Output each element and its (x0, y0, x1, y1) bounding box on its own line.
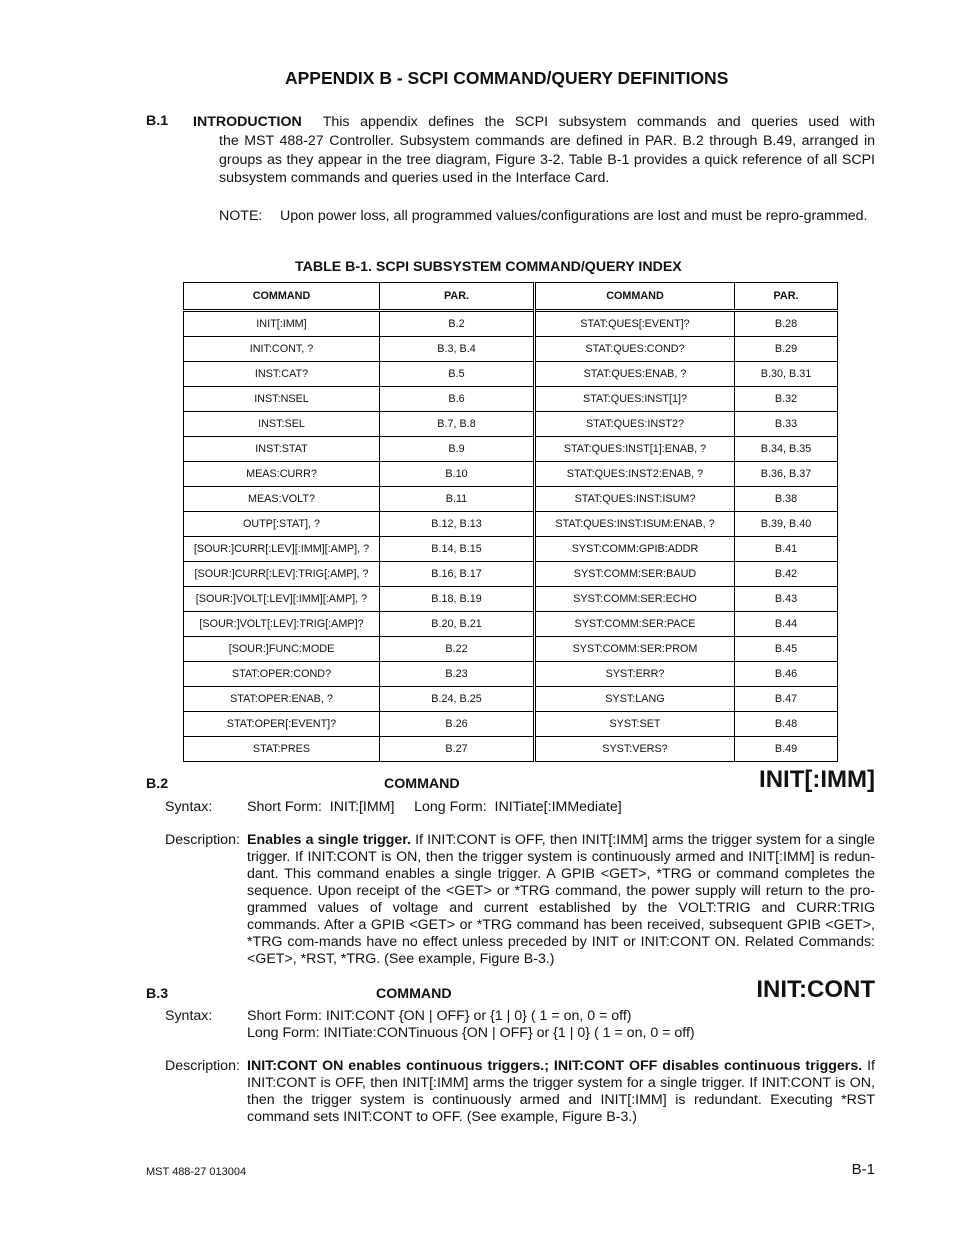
table-header-cell: PAR. (735, 283, 838, 311)
table-cell: INST:CAT? (184, 362, 380, 387)
table-cell: B.47 (735, 687, 838, 712)
table-cell: B.28 (735, 311, 838, 337)
page-title: APPENDIX B - SCPI COMMAND/QUERY DEFINITIONS (285, 68, 729, 88)
table-cell: INIT[:IMM] (184, 311, 380, 337)
table-cell: B.48 (735, 712, 838, 737)
syntax-text: Short Form: INIT:[IMM] Long Form: INITiate[:IMMediate] (247, 799, 622, 815)
table-row (184, 362, 838, 387)
table-cell: B.44 (735, 612, 838, 637)
table-row (184, 712, 838, 737)
table-cell: B.14, B.15 (380, 537, 535, 562)
table-cell: STAT:QUES:ENAB, ? (535, 362, 735, 387)
table-cell: INIT:CONT, ? (184, 337, 380, 362)
table-cell: SYST:ERR? (535, 662, 735, 687)
table-cell: SYST:COMM:SER:PACE (535, 612, 735, 637)
intro-first-line (193, 113, 875, 132)
description-text (247, 832, 875, 968)
table-cell: B.26 (380, 712, 535, 737)
table-row (184, 587, 838, 612)
note-label: NOTE: (219, 208, 263, 224)
table-cell: INST:STAT (184, 437, 380, 462)
table-cell: SYST:COMM:SER:ECHO (535, 587, 735, 612)
command-name: INIT[:IMM] (759, 766, 875, 793)
table-cell: B.29 (735, 337, 838, 362)
table-row (184, 311, 838, 337)
table-row (184, 737, 838, 762)
description-body: If INIT:CONT is OFF, then INIT[:IMM] arms the trigger system for a single trigger. If INIT:CONT is ON, then the trigger system is continuously armed and INIT[:IMM] is redun-dant. This command enables a single trigger. A GPIB <GET>, *TRG or command completes the sequence. Upon receipt of the <GET> or *TRG command, the power supply will return to the pro-grammed values of voltage and current established by the VOLT:TRIG and CURR:TRIG commands. After a GPIB <GET> or *TRG command has been received, subsequent GPIB <GET>, *TRG com-mands have no effect unless preceded by INIT or INIT:CONT ON. Related Commands: <GET>, *RST, *TRG. (See example, Figure B-3.) (247, 832, 875, 967)
note-text: Upon power loss, all programmed values/configurations are lost and must be repro-grammed. (280, 208, 868, 224)
table-header-row (184, 283, 838, 311)
table-cell: B.9 (380, 437, 535, 462)
table-cell: B.36, B.37 (735, 462, 838, 487)
table-cell: B.11 (380, 487, 535, 512)
table-cell: B.24, B.25 (380, 687, 535, 712)
table-row (184, 512, 838, 537)
table-cell: SYST:SET (535, 712, 735, 737)
table-row (184, 487, 838, 512)
intro-paragraph: the MST 488-27 Controller. Subsystem commands are defined in PAR. B.2 through B.49, arranged in groups as they appear in the tree diagram, Figure 3-2. Table B-1 provides a quick reference of all SCPI subsystem commands and queries used in the Interface Card. (219, 133, 875, 186)
description-label: Description: (165, 832, 240, 848)
syntax-short: Short Form: INIT:CONT {ON | OFF} or {1 | 0} ( 1 = on, 0 = off) (247, 1008, 632, 1024)
table-cell: B.22 (380, 637, 535, 662)
command-name: INIT:CONT (756, 976, 875, 1003)
description-bold: Enables a single trigger. (247, 832, 411, 848)
syntax-long: Long Form: INITiate:CONTinuous {ON | OFF} or {1 | 0} ( 1 = on, 0 = off) (247, 1025, 695, 1041)
table-cell: MEAS:VOLT? (184, 487, 380, 512)
description-body: If INIT:CONT is OFF, then INIT[:IMM] arms the trigger system for a single trigger. If INIT:CONT is ON, then the trigger system is continuously armed and INIT[:IMM] is redundant. Executing *RST command sets INIT:CONT to OFF. (See example, Figure B-3.) (247, 1058, 875, 1125)
table-cell: [SOUR:]VOLT[:LEV]:TRIG[:AMP]? (184, 612, 380, 637)
syntax-label: Syntax: (165, 799, 213, 815)
table-cell: B.18, B.19 (380, 587, 535, 612)
table-cell: STAT:OPER:ENAB, ? (184, 687, 380, 712)
page-number: B-1 (851, 1161, 875, 1178)
table-cell: B.6 (380, 387, 535, 412)
table-cell: B.7, B.8 (380, 412, 535, 437)
table-caption: TABLE B-1. SCPI SUBSYSTEM COMMAND/QUERY INDEX (295, 259, 682, 275)
table-row (184, 687, 838, 712)
table-cell: SYST:COMM:GPIB:ADDR (535, 537, 735, 562)
table-cell: OUTP[:STAT], ? (184, 512, 380, 537)
command-label: COMMAND (384, 776, 460, 792)
table-cell: B.16, B.17 (380, 562, 535, 587)
table-cell: B.34, B.35 (735, 437, 838, 462)
table-cell: B.3, B.4 (380, 337, 535, 362)
table-cell: [SOUR:]CURR[:LEV]:TRIG[:AMP], ? (184, 562, 380, 587)
table-header-cell: PAR. (380, 283, 535, 311)
table-cell: STAT:QUES[:EVENT]? (535, 311, 735, 337)
table-cell: STAT:QUES:COND? (535, 337, 735, 362)
table-cell: B.33 (735, 412, 838, 437)
table-cell: B.49 (735, 737, 838, 762)
description-label: Description: (165, 1058, 240, 1074)
table-cell: B.10 (380, 462, 535, 487)
table-cell: INST:SEL (184, 412, 380, 437)
table-row (184, 537, 838, 562)
table-cell: STAT:QUES:INST:ISUM? (535, 487, 735, 512)
table-cell: B.23 (380, 662, 535, 687)
table-cell: STAT:PRES (184, 737, 380, 762)
footer-doc-id: MST 488-27 013004 (146, 1166, 247, 1178)
section-heading: INTRODUCTION (193, 114, 302, 130)
table-cell: INST:NSEL (184, 387, 380, 412)
table-row (184, 412, 838, 437)
section-number: B.1 (146, 113, 169, 129)
command-index-table (183, 282, 838, 762)
table-cell: STAT:QUES:INST2:ENAB, ? (535, 462, 735, 487)
command-label: COMMAND (376, 986, 452, 1002)
table-row (184, 387, 838, 412)
section-number-b3: B.3 (146, 986, 169, 1002)
table-cell: B.41 (735, 537, 838, 562)
table-cell: STAT:QUES:INST[1]? (535, 387, 735, 412)
table-cell: B.12, B.13 (380, 512, 535, 537)
table-cell: SYST:LANG (535, 687, 735, 712)
table-cell: B.27 (380, 737, 535, 762)
intro-line1: This appendix defines the SCPI subsystem commands and queries used with (322, 114, 875, 130)
table-cell: SYST:COMM:SER:BAUD (535, 562, 735, 587)
table-cell: [SOUR:]FUNC:MODE (184, 637, 380, 662)
table-row (184, 662, 838, 687)
table-cell: SYST:VERS? (535, 737, 735, 762)
table-cell: B.5 (380, 362, 535, 387)
table-cell: B.46 (735, 662, 838, 687)
table-cell: B.38 (735, 487, 838, 512)
table-cell: B.32 (735, 387, 838, 412)
table-cell: B.20, B.21 (380, 612, 535, 637)
table-cell: B.30, B.31 (735, 362, 838, 387)
table-cell: SYST:COMM:SER:PROM (535, 637, 735, 662)
table-row (184, 637, 838, 662)
table-cell: B.2 (380, 311, 535, 337)
table-row (184, 562, 838, 587)
table-row (184, 462, 838, 487)
table-cell: STAT:QUES:INST2? (535, 412, 735, 437)
description-text (247, 1058, 875, 1126)
table-row (184, 337, 838, 362)
table-cell: MEAS:CURR? (184, 462, 380, 487)
table-cell: STAT:QUES:INST[1]:ENAB, ? (535, 437, 735, 462)
table-row (184, 612, 838, 637)
description-bold: INIT:CONT ON enables continuous triggers.; INIT:CONT OFF disables continuous triggers. (247, 1058, 863, 1074)
table-cell: B.43 (735, 587, 838, 612)
table-cell: STAT:QUES:INST:ISUM:ENAB, ? (535, 512, 735, 537)
table-cell: [SOUR:]CURR[:LEV][:IMM][:AMP], ? (184, 537, 380, 562)
table-cell: B.42 (735, 562, 838, 587)
section-number-b2: B.2 (146, 776, 169, 792)
syntax-label: Syntax: (165, 1008, 213, 1024)
table-header-cell: COMMAND (535, 283, 735, 311)
table-header-cell: COMMAND (184, 283, 380, 311)
table-cell: [SOUR:]VOLT[:LEV][:IMM][:AMP], ? (184, 587, 380, 612)
table-cell: B.45 (735, 637, 838, 662)
table-row (184, 437, 838, 462)
table-cell: B.39, B.40 (735, 512, 838, 537)
table-cell: STAT:OPER:COND? (184, 662, 380, 687)
table-cell: STAT:OPER[:EVENT]? (184, 712, 380, 737)
